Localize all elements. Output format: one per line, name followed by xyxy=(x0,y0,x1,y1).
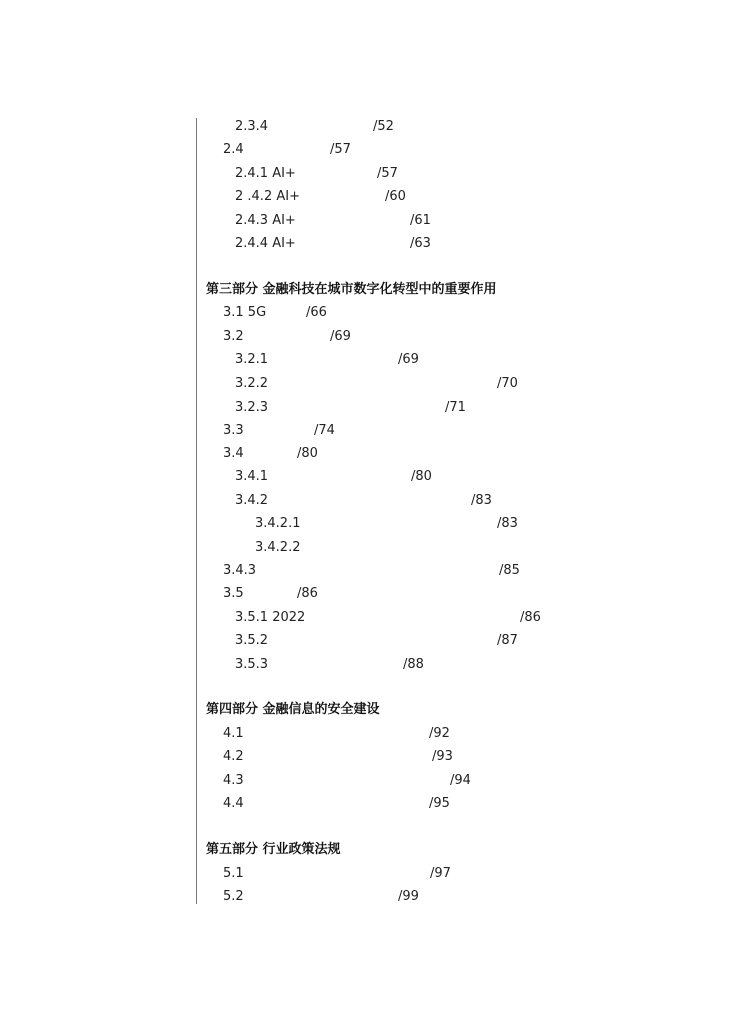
toc-entry-page: /95 xyxy=(429,796,450,811)
toc-entry-page: /88 xyxy=(403,657,424,672)
toc-entry-number: 4.3 xyxy=(223,773,244,788)
toc-entry-page: /80 xyxy=(297,446,318,461)
toc-entry-page: /70 xyxy=(497,376,518,391)
toc-entry-page: /87 xyxy=(497,633,518,648)
toc-entry-number: 3.2 xyxy=(223,329,244,344)
toc-entry-page: /93 xyxy=(432,749,453,764)
toc-entry-number: 5.1 xyxy=(223,866,244,881)
toc-entry-page: /92 xyxy=(429,726,450,741)
toc-entry-number: 3.4.3 xyxy=(223,563,257,578)
toc-entry-page: /74 xyxy=(314,423,335,438)
toc-entry-number: 3.3 xyxy=(223,423,244,438)
toc-entry-number: 2.4.1 AI+ xyxy=(235,166,296,181)
toc-entry-number: 3.5 xyxy=(223,586,244,601)
toc-entry-page: /86 xyxy=(520,610,541,625)
margin-rule xyxy=(196,118,197,904)
section-heading: 第三部分 金融科技在城市数字化转型中的重要作用 xyxy=(206,282,497,297)
toc-entry-number: 2.4.4 AI+ xyxy=(235,236,296,251)
toc-entry-number: 3.4.1 xyxy=(235,469,269,484)
toc-entry-page: /83 xyxy=(471,493,492,508)
toc-entry-number: 3.5.2 xyxy=(235,633,269,648)
section-heading: 第四部分 金融信息的安全建设 xyxy=(206,702,380,717)
toc-entry-page: /69 xyxy=(398,352,419,367)
toc-entry-number: 3.4.2 xyxy=(235,493,269,508)
toc-entry-page: /57 xyxy=(377,166,398,181)
toc-entry-page: /52 xyxy=(373,119,394,134)
toc-entry-number: 3.4.2.2 xyxy=(255,540,301,555)
toc-entry-number: 3.1 5G xyxy=(223,305,267,320)
toc-entry-page: /60 xyxy=(385,189,406,204)
toc-entry-page: /94 xyxy=(450,773,471,788)
toc-entry-page: /66 xyxy=(306,305,327,320)
toc-entry-page: /86 xyxy=(297,586,318,601)
toc-entry-page: /71 xyxy=(445,400,466,415)
toc-entry-number: 3.4 xyxy=(223,446,244,461)
toc-entry-number: 2.3.4 xyxy=(235,119,269,134)
toc-entry-page: /57 xyxy=(330,142,351,157)
toc-entry-number: 3.4.2.1 xyxy=(255,516,301,531)
toc-entry-page: /69 xyxy=(330,329,351,344)
toc-entry-number: 5.2 xyxy=(223,889,244,904)
toc-entry-number: 4.1 xyxy=(223,726,244,741)
toc-entry-number: 4.4 xyxy=(223,796,244,811)
toc-entry-number: 4.2 xyxy=(223,749,244,764)
toc-entry-number: 2.4.3 AI+ xyxy=(235,213,296,228)
toc-entry-number: 3.2.2 xyxy=(235,376,269,391)
toc-entry-number: 2 .4.2 AI+ xyxy=(235,189,300,204)
toc-entry-page: /80 xyxy=(411,469,432,484)
toc-entry-number: 3.2.1 xyxy=(235,352,269,367)
toc-entry-number: 3.2.3 xyxy=(235,400,269,415)
toc-entry-number: 3.5.1 2022 xyxy=(235,610,306,625)
toc-entry-number: 2.4 xyxy=(223,142,244,157)
section-heading: 第五部分 行业政策法规 xyxy=(206,842,341,857)
toc-entry-page: /63 xyxy=(410,236,431,251)
toc-entry-page: /83 xyxy=(497,516,518,531)
toc-entry-number: 3.5.3 xyxy=(235,657,269,672)
toc-entry-page: /61 xyxy=(410,213,431,228)
toc-entry-page: /99 xyxy=(398,889,419,904)
toc-entry-page: /97 xyxy=(430,866,451,881)
toc-entry-page: /85 xyxy=(499,563,520,578)
